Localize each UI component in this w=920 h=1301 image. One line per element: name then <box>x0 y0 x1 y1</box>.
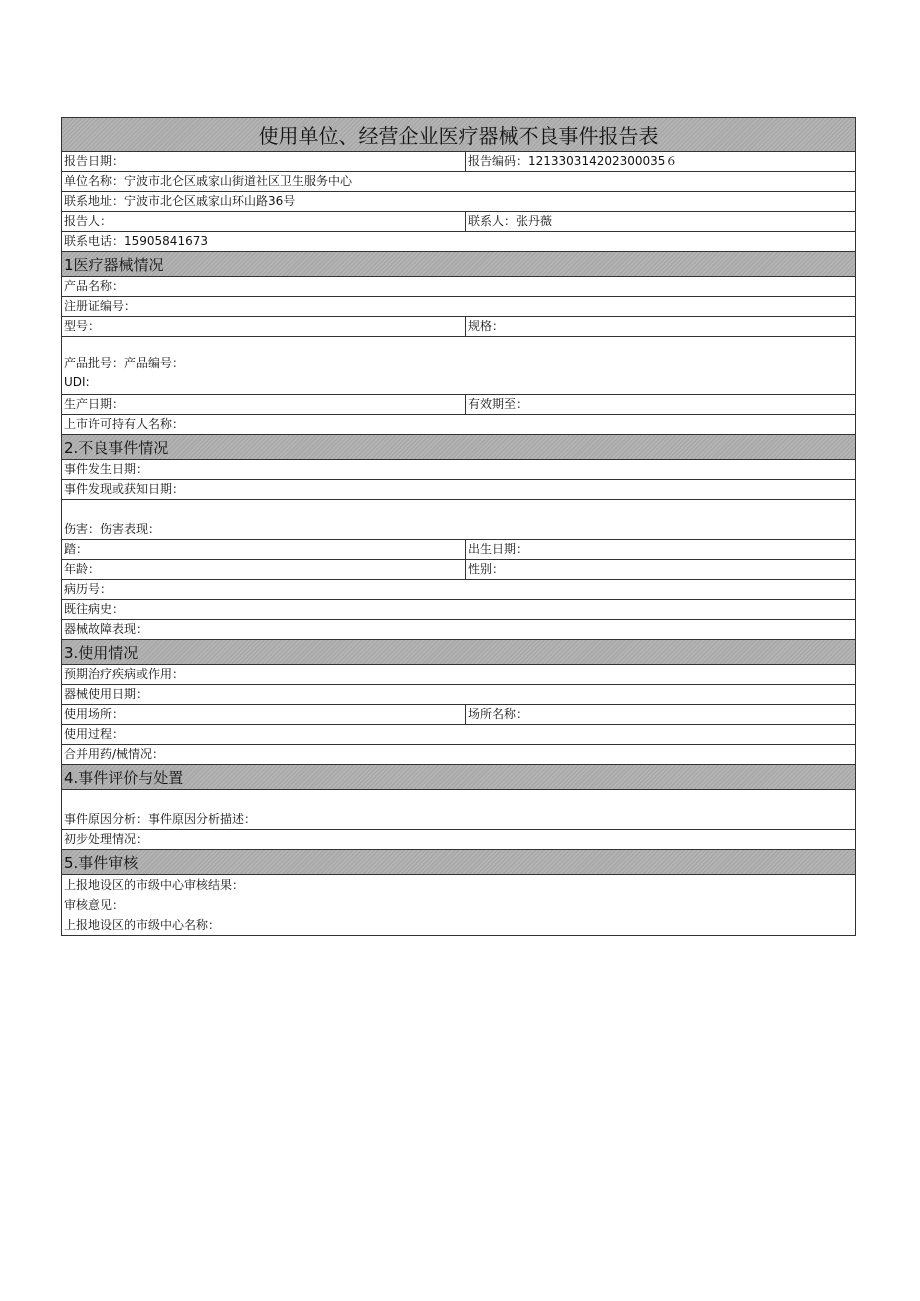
section-4-header <box>62 765 855 790</box>
section-5-title: 5.事件审核 <box>64 853 139 872</box>
place-name-field[interactable]: 场所名称： <box>468 707 529 721</box>
batch-udi-field[interactable] <box>62 354 855 394</box>
address-field[interactable]: 联系地址：宁波市北仑区戚家山环山路36号 <box>64 194 296 208</box>
cause-field[interactable]: 事件原因分析：事件原因分析描述： <box>64 812 257 826</box>
report-form <box>61 117 856 936</box>
history-field[interactable]: 既往病史： <box>64 602 125 616</box>
reg-no-field[interactable]: 注册证编号： <box>64 299 137 313</box>
record-no-row <box>62 580 855 600</box>
product-name-field[interactable]: 产品名称： <box>64 279 125 293</box>
review-opinion-row <box>62 895 855 915</box>
combined-field[interactable]: 合并用药/械情况： <box>64 747 165 761</box>
spec-field[interactable]: 规格： <box>468 319 505 333</box>
review-opinion-field[interactable]: 审核意见： <box>64 898 125 912</box>
history-row <box>62 600 855 620</box>
batch-row <box>62 337 855 395</box>
occur-date-field[interactable]: 事件发生日期： <box>64 462 149 476</box>
unit-name-row <box>62 172 855 192</box>
reporter-row <box>62 212 855 232</box>
udi-field: UDI: <box>64 375 90 389</box>
reg-no-row <box>62 297 855 317</box>
section-1-header <box>62 252 855 277</box>
process-field[interactable]: 使用过程： <box>64 727 125 741</box>
purpose-row <box>62 665 855 685</box>
phone-field[interactable]: 联系电话：15905841673 <box>64 234 208 248</box>
patient-row <box>62 540 855 560</box>
section-2-title: 2.不良事件情况 <box>64 438 169 457</box>
cause-row <box>62 790 855 830</box>
harm-field[interactable]: 伤害：伤害表现： <box>64 522 161 536</box>
birth-date-field[interactable]: 出生日期： <box>468 542 529 556</box>
contact-person-field[interactable]: 联系人：张丹薇 <box>468 214 553 228</box>
section-5-header <box>62 850 855 875</box>
unit-name-field[interactable]: 单位名称：宁波市北仑区戚家山街道社区卫生服务中心 <box>64 174 353 188</box>
gender-field[interactable]: 性别： <box>468 562 505 576</box>
report-date-field[interactable]: 报告日期： <box>62 152 466 171</box>
holder-row <box>62 415 855 435</box>
batch-field: 产品批号：产品编号： <box>64 356 185 370</box>
reporter-field[interactable]: 报告人： <box>62 212 466 231</box>
failure-field[interactable]: 器械故障表现： <box>64 622 149 636</box>
place-field[interactable]: 使用场所： <box>62 705 466 724</box>
harm-row <box>62 500 855 540</box>
report-code-field[interactable]: 报告编码：121330314202300035６ <box>468 154 678 168</box>
place-row <box>62 705 855 725</box>
section-3-header <box>62 640 855 665</box>
model-row <box>62 317 855 337</box>
review-result-field[interactable]: 上报地设区的市级中心审核结果： <box>64 878 245 892</box>
holder-field[interactable]: 上市许可持有人名称： <box>64 417 185 431</box>
record-no-field[interactable]: 病历号： <box>64 582 113 596</box>
use-date-field[interactable]: 器械使用日期： <box>64 687 149 701</box>
use-date-row <box>62 685 855 705</box>
purpose-field[interactable]: 预期治疗疾病或作用： <box>64 667 185 681</box>
address-row <box>62 192 855 212</box>
section-1-title: 1医疗器械情况 <box>64 255 164 274</box>
found-date-row <box>62 480 855 500</box>
section-2-header <box>62 435 855 460</box>
patient-field[interactable]: 踏： <box>62 540 466 559</box>
form-title: 使用单位、经营企业医疗器械不良事件报告表 <box>258 124 659 148</box>
model-field[interactable]: 型号： <box>62 317 466 336</box>
form-title-row <box>62 118 855 152</box>
occur-date-row <box>62 460 855 480</box>
handling-field[interactable]: 初步处理情况： <box>64 832 149 846</box>
center-name-row <box>62 915 855 935</box>
found-date-field[interactable]: 事件发现或获知日期： <box>64 482 185 496</box>
review-result-row <box>62 875 855 895</box>
age-row <box>62 560 855 580</box>
failure-row <box>62 620 855 640</box>
age-field[interactable]: 年龄： <box>62 560 466 579</box>
handling-row <box>62 830 855 850</box>
combined-row <box>62 745 855 765</box>
phone-row <box>62 232 855 252</box>
expiry-field[interactable]: 有效期至： <box>468 397 529 411</box>
section-4-title: 4.事件评价与处置 <box>64 768 184 787</box>
report-date-row <box>62 152 855 172</box>
process-row <box>62 725 855 745</box>
mfg-date-field[interactable]: 生产日期： <box>62 395 466 414</box>
section-3-title: 3.使用情况 <box>64 643 139 662</box>
center-name-field[interactable]: 上报地设区的市级中心名称： <box>64 918 221 932</box>
mfg-date-row <box>62 395 855 415</box>
product-name-row <box>62 277 855 297</box>
